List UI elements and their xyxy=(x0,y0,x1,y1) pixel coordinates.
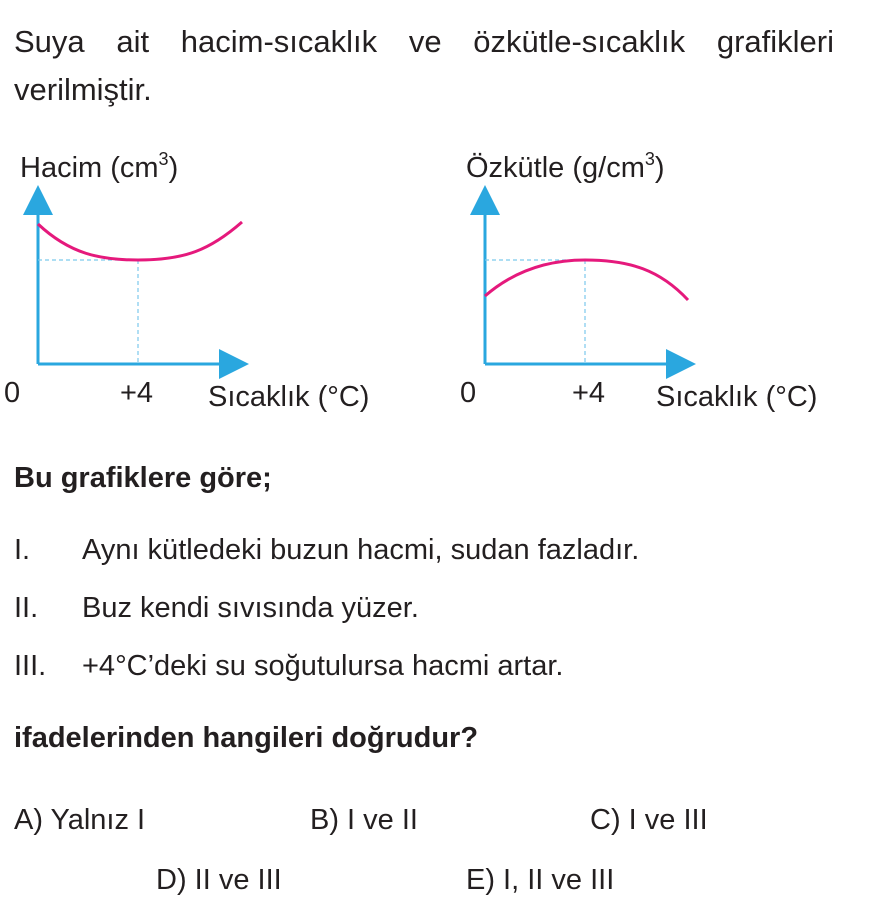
density-origin-label: 0 xyxy=(460,377,477,409)
statement-3-number: III. xyxy=(14,650,47,682)
option-c[interactable]: C) I ve III xyxy=(590,804,708,836)
question-prompt: ifadelerinden hangileri doğrudur? xyxy=(14,722,479,754)
intro-line-1: Suya ait hacim-sıcaklık ve özkütle-sıcaklık grafikleri xyxy=(14,24,834,59)
option-a[interactable]: A) Yalnız I xyxy=(14,804,146,836)
volume-curve xyxy=(38,222,242,260)
statement-1-text: Aynı kütledeki buzun hacmi, sudan fazladır. xyxy=(82,534,640,566)
density-axis-label: Özkütle $(g/cm^3)$ xyxy=(466,149,665,184)
statement-2-number: II. xyxy=(14,592,39,624)
density-temperature-chart xyxy=(440,140,860,430)
volume-axis-label: Hacim $(cm^3)$ xyxy=(20,149,179,184)
volume-origin-label: 0 xyxy=(4,377,21,409)
volume-temperature-chart xyxy=(0,140,420,430)
statement-2-text: Buz kendi sıvısında yüzer. xyxy=(82,592,419,624)
option-e[interactable]: E) I, II ve III xyxy=(466,864,615,896)
intro-line-2: verilmiştir. xyxy=(14,72,152,107)
question-lead: Bu grafiklere göre; xyxy=(14,462,272,494)
option-d[interactable]: D) II ve III xyxy=(156,864,282,896)
density-x-tick-4: +4 xyxy=(572,377,606,409)
volume-x-tick-4: +4 xyxy=(120,377,154,409)
statement-3-text: +4°C’deki su soğutulursa hacmi artar. xyxy=(82,650,564,682)
option-b[interactable]: B) I ve II xyxy=(310,804,418,836)
density-curve xyxy=(485,260,688,300)
statement-1-number: I. xyxy=(14,534,31,566)
density-x-axis-label: Sıcaklık (°C) xyxy=(656,381,818,413)
volume-x-axis-label: Sıcaklık (°C) xyxy=(208,381,370,413)
